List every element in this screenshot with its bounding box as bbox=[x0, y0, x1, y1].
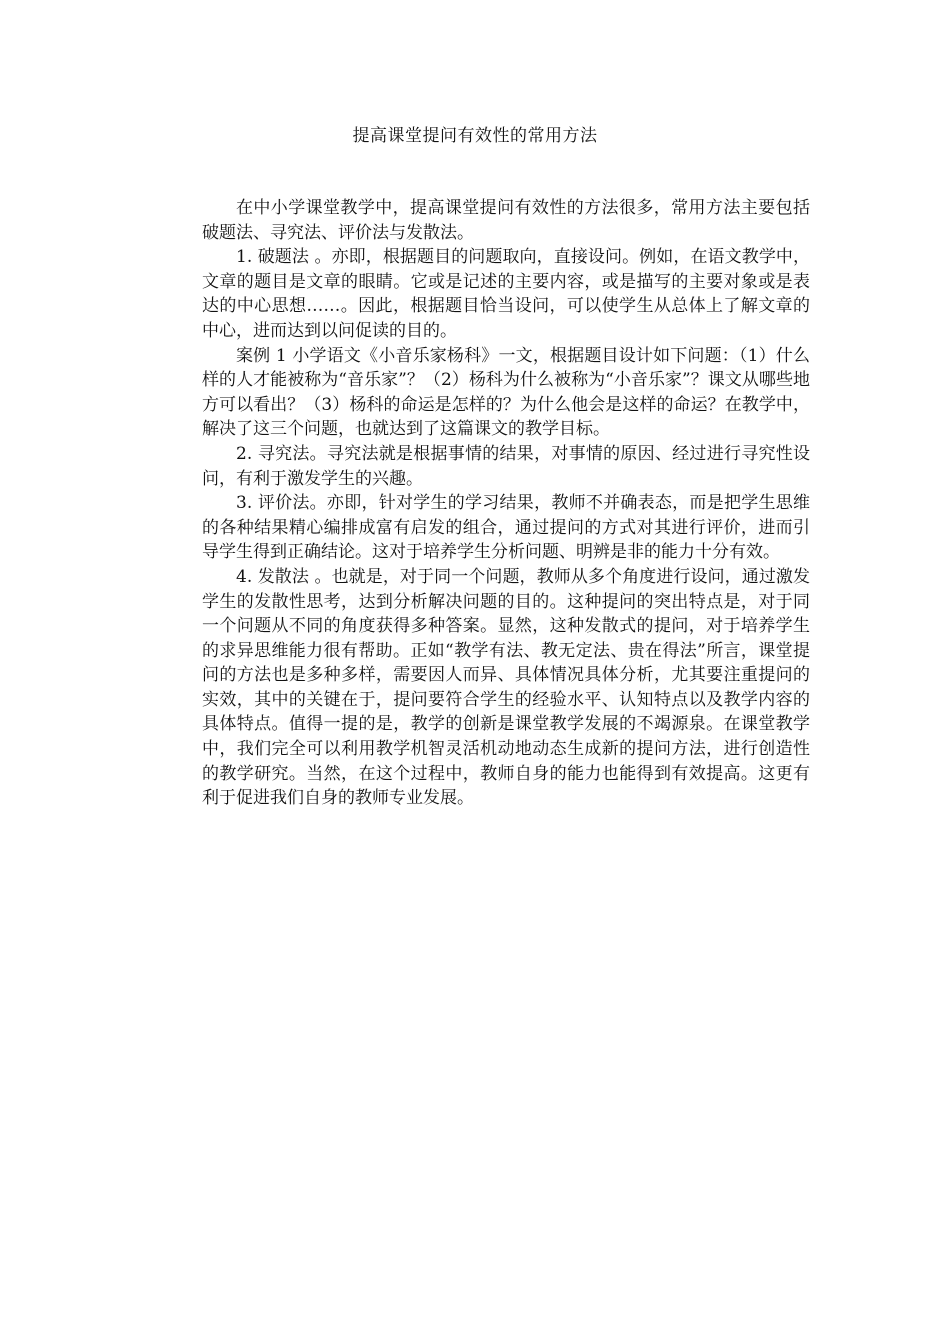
paragraph-method-4: 4. 发散法 。也就是，对于同一个问题，教师从多个角度进行设问，通过激发学生的发散性思考，达到分析解决问题的目的。这种提问的突出特点是，对于同一个问题从不同的角度获得多种答案。显然，这种发散式的提问，对于培养学生的求异思维能力很有帮助。正如“教学有法、教无定法、贵在得法”所言，课堂提问的方法也是多种多样，需要因人而异、具体情况具体分析，尤其要注重提问的实效，其中的关键在于，提问要符合学生的经验水平、认知特点以及教学内容的具体特点。值得一提的是，教学的创新是课堂教学发展的不竭源泉。在课堂教学中，我们完全可以利用教学机智灵活机动地动态生成新的提问方法，进行创造性的教学研究。当然，在这个过程中，教师自身的能力也能得到有效提高。这更有利于促进我们自身的教师专业发展。 bbox=[202, 566, 810, 809]
paragraph-intro: 在中小学课堂教学中，提高课堂提问有效性的方法很多，常用方法主要包括破题法、寻究法、评价法与发散法。 bbox=[202, 198, 810, 243]
paragraph-method-3: 3. 评价法。亦即，针对学生的学习结果，教师不并确表态，而是把学生思维的各种结果精心编排成富有启发的组合，通过提问的方式对其进行评价，进而引导学生得到正确结论。这对于培养学生分析问题、明辨是非的能力十分有效。 bbox=[202, 493, 810, 563]
paragraph-method-2: 2. 寻究法。寻究法就是根据事情的结果，对事情的原因、经过进行寻究性设问，有利于激发学生的兴趣。 bbox=[202, 443, 810, 489]
document-body bbox=[202, 196, 810, 811]
document-title: 提高课堂提问有效性的常用方法 bbox=[352, 126, 598, 146]
paragraph-case-1: 案例 1 小学语文《小音乐家杨科》一文，根据题目设计如下问题：（1）什么样的人才能被称为“音乐家”？（2）杨科为什么被称为“小音乐家”？课文从哪些地方可以看出？（3）杨科的命运是怎样的？为什么他会是这样的命运？在教学中，解决了这三个问题，也就达到了这篇课文的教学目标。 bbox=[202, 345, 810, 440]
paragraph-method-1: 1. 破题法 。亦即，根据题目的问题取向，直接设问。例如，在语文教学中，文章的题目是文章的眼睛。它或是记述的主要内容，或是描写的主要对象或是表达的中心思想……。因此，根据题目恰当设问，可以使学生从总体上了解文章的中心，进而达到以问促读的目的。 bbox=[202, 247, 810, 341]
